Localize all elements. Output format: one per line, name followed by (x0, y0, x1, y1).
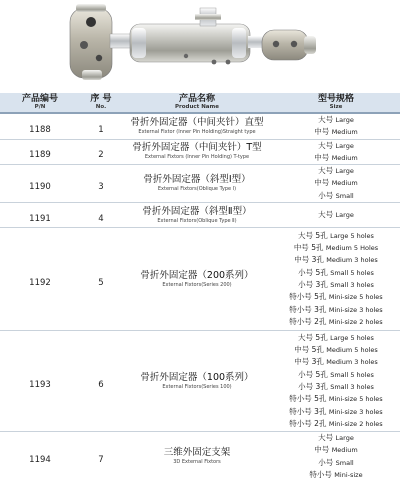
size-en: Medium (331, 446, 358, 455)
size-en: Small (335, 458, 354, 467)
size-cn: 中号 5孔 (293, 243, 324, 253)
item-number-cell (80, 331, 122, 432)
size-entry (272, 444, 400, 456)
size-entry (272, 469, 400, 481)
product-table (0, 93, 400, 481)
size-cn: 特小号 3孔 (289, 304, 327, 314)
header-size: 型号规格 Size (272, 93, 400, 113)
size-en: Small (335, 191, 354, 200)
product-name-cn: 骨折外固定器（斜型Ⅰ型） (143, 174, 251, 186)
part-number-cell (0, 432, 80, 482)
size-cn: 中号 (314, 152, 330, 162)
size-en: Large 5 holes (330, 231, 374, 240)
item-number: 1 (98, 124, 104, 135)
product-name-cn: 骨折外固定器（中间夹针）T型 (132, 142, 262, 154)
item-number: 6 (98, 379, 104, 390)
part-number: 1194 (29, 455, 51, 466)
size-en: Medium 3 holes (326, 358, 378, 367)
size-cn: 大号 5孔 (298, 332, 328, 342)
size-en: Mini-size 5 holes (328, 395, 383, 404)
part-number-cell (0, 139, 80, 165)
size-en: Medium 5 Holes (325, 244, 379, 253)
size-entry (272, 344, 400, 356)
size-en: Mini-size 5 holes (328, 293, 383, 302)
size-en: Large (335, 141, 354, 150)
size-cn: 大号 5孔 (298, 230, 328, 240)
product-name-en: External Fixtors(Oblique Type Ⅱ) (157, 217, 237, 224)
size-entry (272, 457, 400, 469)
header-no: 序 号 No. (80, 93, 122, 113)
size-cn: 中号 (314, 127, 330, 137)
size-cn: 中号 5孔 (294, 345, 324, 355)
size-entry (272, 279, 400, 291)
part-number: 1189 (29, 150, 51, 161)
size-en: Large (335, 210, 354, 219)
item-number-cell (80, 203, 122, 228)
size-cn: 大号 (318, 209, 334, 219)
product-name-en: External Fixtors(Series 200) (162, 281, 232, 288)
size-entry (272, 165, 400, 177)
size-cell (272, 331, 400, 432)
size-en: Large (335, 434, 354, 443)
item-number: 7 (98, 455, 104, 466)
size-cn: 小号 5孔 (298, 369, 328, 379)
size-entry (272, 356, 400, 368)
size-entry (272, 114, 400, 126)
size-en: Medium 5 holes (326, 346, 378, 355)
product-name-cn: 骨折外固定器（中间夹针）直型 (130, 116, 264, 128)
size-en: Mini-size 3 holes (328, 407, 383, 416)
size-cn: 中号 3孔 (294, 357, 324, 367)
size-cell (272, 139, 400, 165)
size-entry (272, 177, 400, 189)
part-number-cell (0, 165, 80, 203)
size-cell (272, 165, 400, 203)
size-entry (272, 393, 400, 405)
part-number-cell (0, 228, 80, 331)
size-en: Medium 3 holes (326, 256, 378, 265)
size-cn: 特小号 (309, 469, 332, 479)
size-cell (272, 203, 400, 228)
size-en: Mini-size 2 holes (328, 419, 383, 428)
size-entry (272, 267, 400, 279)
product-name-cell (122, 432, 272, 482)
size-en: Small 3 holes (330, 281, 374, 290)
size-cn: 小号 3孔 (298, 280, 328, 290)
table-row (0, 139, 400, 165)
product-name-en: External Fixtors(Oblique Type Ⅰ) (157, 186, 237, 193)
size-entry (272, 304, 400, 316)
product-name-en: External Fixtor (Inner Pin Holding)Straight type (138, 128, 256, 135)
part-number-cell (0, 113, 80, 139)
size-entry (272, 369, 400, 381)
item-number: 2 (98, 150, 104, 161)
table-header (0, 93, 400, 113)
size-cn: 特小号 5孔 (289, 292, 327, 302)
size-en: Large (335, 116, 354, 124)
table-row (0, 228, 400, 331)
size-en: Small 3 holes (330, 383, 374, 392)
product-name-cell (122, 331, 272, 432)
size-entry (272, 332, 400, 344)
item-number-cell (80, 432, 122, 482)
part-number-cell (0, 331, 80, 432)
product-name-cn: 骨折外固定器（100系列） (140, 371, 254, 383)
size-entry (272, 406, 400, 418)
size-cn: 大号 (318, 140, 334, 150)
part-number: 1191 (29, 213, 51, 224)
size-en: Small 5 holes (330, 268, 374, 277)
item-number: 5 (98, 277, 104, 288)
product-name-en: External Fixtors (Inner Pin Holding) T-type (144, 154, 250, 161)
size-entry (272, 190, 400, 202)
table-row (0, 113, 400, 139)
table-row (0, 203, 400, 228)
size-entry (272, 126, 400, 138)
size-en: Mini-size 3 holes (328, 305, 383, 314)
size-entry (272, 242, 400, 254)
product-name-cn: 三维外固定支架 (163, 447, 231, 459)
product-photo (0, 0, 400, 92)
item-number: 4 (98, 213, 104, 224)
header-pn: 产品编号 P/N (0, 93, 80, 113)
item-number-cell (80, 228, 122, 331)
size-en: Small 5 holes (330, 370, 374, 379)
size-cn: 小号 5孔 (298, 267, 328, 277)
size-cn: 特小号 5孔 (289, 394, 327, 404)
table-row (0, 165, 400, 203)
size-cn: 小号 (318, 190, 334, 200)
product-name-en: External Fixtors(Series 100) (162, 383, 232, 390)
size-cn: 特小号 2孔 (289, 316, 327, 326)
size-cn: 特小号 3孔 (289, 406, 327, 416)
size-en: Mini-size 2 holes (328, 317, 383, 326)
size-entry (272, 432, 400, 444)
size-cn: 中号 (314, 178, 330, 188)
size-cell (272, 113, 400, 139)
table-row (0, 432, 400, 482)
size-entry (272, 140, 400, 152)
size-en: Medium (331, 153, 358, 162)
product-name-cn: 骨折外固定器（斜型Ⅱ型） (142, 205, 252, 217)
product-name-cell (122, 139, 272, 165)
product-name-cell (122, 165, 272, 203)
part-number-cell (0, 203, 80, 228)
size-cn: 中号 3孔 (294, 255, 324, 265)
item-number-cell (80, 139, 122, 165)
item-number: 3 (98, 182, 104, 193)
size-entry (272, 316, 400, 328)
item-number-cell (80, 113, 122, 139)
part-number: 1190 (29, 182, 51, 193)
size-en: Medium (331, 128, 358, 137)
header-name: 产品名称 Product Name (122, 93, 272, 113)
size-cn: 大号 (318, 166, 334, 176)
size-entry (272, 254, 400, 266)
size-entry (272, 418, 400, 430)
size-cn: 中号 (314, 445, 330, 455)
size-en: Mini-size (334, 470, 363, 479)
product-name-cell (122, 228, 272, 331)
size-entry (272, 230, 400, 242)
size-cn: 大号 (318, 115, 334, 124)
size-en: Large (335, 167, 354, 176)
item-number-cell (80, 165, 122, 203)
size-cell (272, 432, 400, 482)
product-name-cell (122, 113, 272, 139)
size-cn: 小号 3孔 (298, 382, 328, 392)
size-entry (272, 152, 400, 164)
table-row (0, 331, 400, 432)
product-name-cell (122, 203, 272, 228)
size-entry (272, 291, 400, 303)
size-cell (272, 228, 400, 331)
size-cn: 大号 (318, 433, 334, 443)
size-cn: 特小号 2孔 (289, 418, 327, 428)
size-entry (272, 209, 400, 221)
size-en: Large 5 holes (330, 333, 374, 342)
product-name-en: 3D External Fixtors (173, 459, 221, 466)
size-en: Medium (331, 179, 358, 188)
product-name-cn: 骨折外固定器（200系列） (140, 269, 254, 281)
part-number: 1192 (29, 277, 51, 288)
size-cn: 小号 (318, 457, 334, 467)
part-number: 1188 (29, 124, 51, 135)
size-entry (272, 381, 400, 393)
part-number: 1193 (29, 379, 51, 390)
